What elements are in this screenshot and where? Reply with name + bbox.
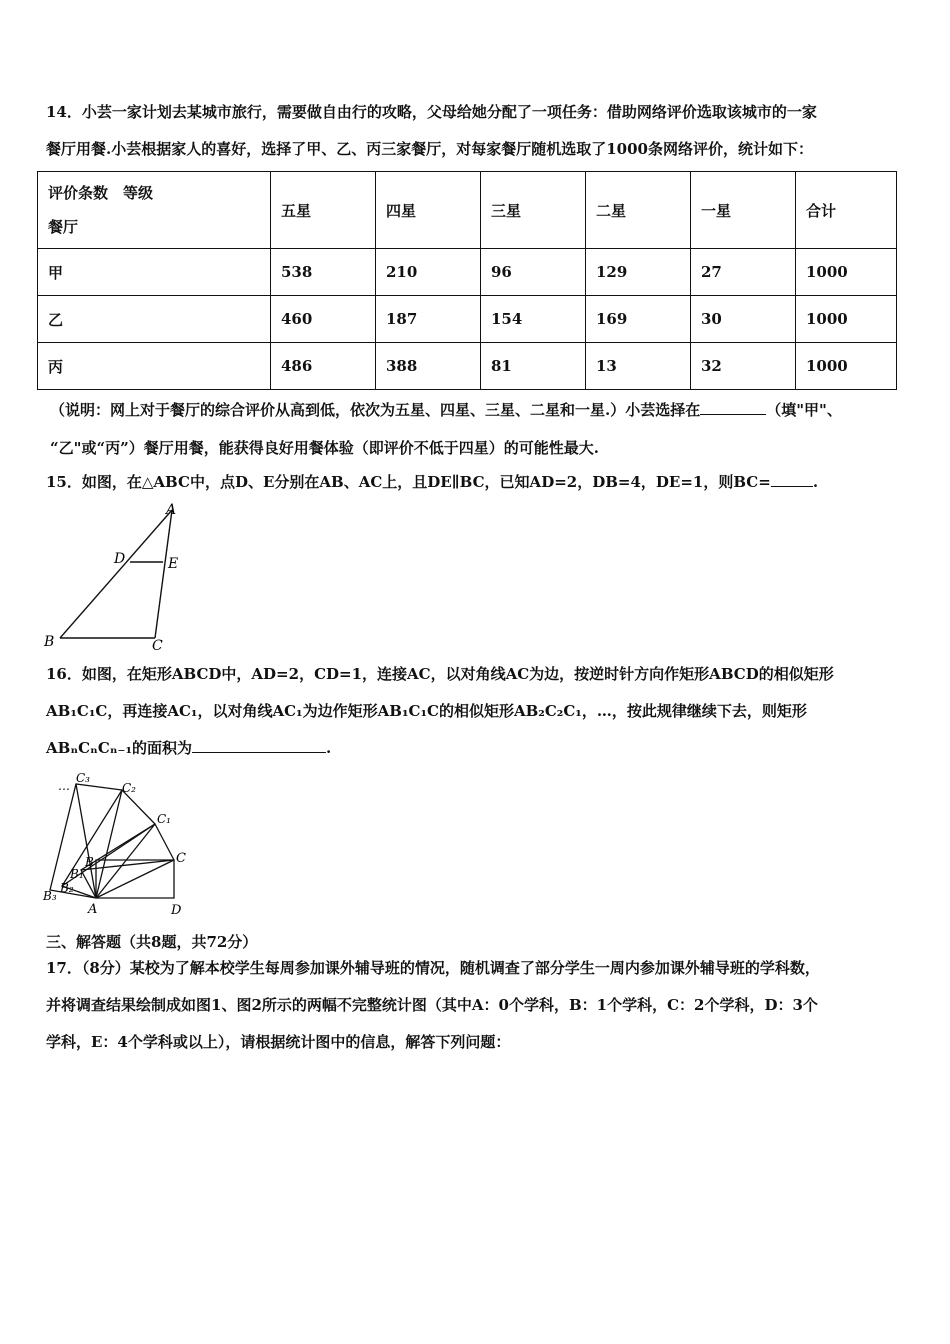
q15-line bbox=[46, 472, 906, 492]
label-c: C bbox=[152, 638, 163, 654]
section-heading: 三、解答题（共8题，共72分） bbox=[46, 933, 258, 951]
table-row bbox=[38, 296, 897, 343]
table-cell: 187 bbox=[376, 296, 481, 343]
table-cell: 210 bbox=[376, 249, 481, 296]
q14-line-1: 14．小芸一家计划去某城市旅行，需要做自由行的攻略，父母给她分配了一项任务：借助网络评价选取该城市的一家 bbox=[46, 103, 817, 121]
q16-rectangles-figure bbox=[40, 768, 200, 920]
segment-ac bbox=[155, 510, 172, 638]
header-cell: 三星 bbox=[481, 172, 586, 249]
header-cell: 合计 bbox=[796, 172, 897, 249]
label-b: B bbox=[85, 855, 94, 869]
answer-blank[interactable] bbox=[700, 400, 766, 415]
q15-text: 15．如图，在△ABC中，点D、E分别在AB、AC上，且DE∥BC，已知AD=2，DB=4，DE=1，则BC= bbox=[46, 473, 771, 491]
table-cell: 81 bbox=[481, 343, 586, 390]
table-cell: 13 bbox=[586, 343, 691, 390]
q16-line-1: 16．如图，在矩形ABCD中，AD=2，CD=1，连接AC，以对角线AC为边，按逆时针方向作矩形ABCD的相似矩形 bbox=[46, 665, 834, 683]
table-cell: 169 bbox=[586, 296, 691, 343]
corner-top-label: 评价条数 等级 bbox=[48, 184, 154, 202]
diagonal-ac bbox=[96, 860, 174, 898]
table-cell: 27 bbox=[691, 249, 796, 296]
label-a: A bbox=[166, 502, 177, 518]
label-c2: C₂ bbox=[122, 781, 136, 795]
row-name-cell: 乙 bbox=[38, 296, 271, 343]
q16-text: ABₙCₙCₙ₋₁的面积为 bbox=[46, 739, 193, 757]
q17-line-2: 并将调查结果绘制成如图1、图2所示的两幅不完整统计图（其中A：0个学科，B：1个学科，C：2个学科，D：3个 bbox=[46, 996, 818, 1014]
table-cell: 1000 bbox=[796, 249, 897, 296]
table-cell: 1000 bbox=[796, 296, 897, 343]
row-name-cell: 丙 bbox=[38, 343, 271, 390]
q17-line-1: 17．（8分）某校为了解本校学生每周参加课外辅导班的情况，随机调查了部分学生一周内参加课外辅导班的学科数， bbox=[46, 959, 820, 977]
table-cell: 30 bbox=[691, 296, 796, 343]
q17-line-3: 学科，E：4个学科或以上），请根据统计图中的信息，解答下列问题： bbox=[46, 1033, 511, 1051]
label-dots: … bbox=[58, 779, 70, 793]
table-row bbox=[38, 249, 897, 296]
q16-line-3 bbox=[46, 738, 906, 758]
label-c: C bbox=[176, 851, 186, 866]
table-cell: 96 bbox=[481, 249, 586, 296]
table-cell: 1000 bbox=[796, 343, 897, 390]
q15-end: . bbox=[812, 473, 819, 491]
header-cell: 五星 bbox=[271, 172, 376, 249]
corner-bottom-label: 餐厅 bbox=[48, 218, 79, 236]
table-header-row bbox=[38, 172, 897, 249]
answer-blank[interactable] bbox=[192, 738, 326, 753]
table-cell: 538 bbox=[271, 249, 376, 296]
label-a: A bbox=[88, 902, 98, 917]
label-b: B bbox=[44, 634, 55, 650]
label-d: D bbox=[114, 551, 126, 567]
answer-blank[interactable] bbox=[771, 472, 813, 487]
table-cell: 388 bbox=[376, 343, 481, 390]
q14-note-text-end: （填"甲"、 bbox=[766, 401, 842, 419]
q15-triangle-figure bbox=[38, 500, 198, 655]
label-b2: B₂ bbox=[60, 881, 74, 895]
table-cell: 154 bbox=[481, 296, 586, 343]
label-d: D bbox=[171, 903, 182, 918]
q14-note-line-2: “乙"或“丙”）餐厅用餐，能获得良好用餐体验（即评价不低于四星）的可能性最大. bbox=[50, 439, 599, 457]
header-cell: 四星 bbox=[376, 172, 481, 249]
label-b1: B₁ bbox=[70, 867, 84, 881]
table-cell: 32 bbox=[691, 343, 796, 390]
q16-end: . bbox=[326, 739, 332, 757]
label-b3: B₃ bbox=[43, 889, 57, 903]
q14-note-text: （说明：网上对于餐厅的综合评价从高到低，依次为五星、四星、三星、二星和一星.）小芸选择在 bbox=[50, 401, 701, 419]
label-e: E bbox=[168, 556, 179, 572]
table-cell: 129 bbox=[586, 249, 691, 296]
table-cell: 460 bbox=[271, 296, 376, 343]
label-c3: C₃ bbox=[76, 771, 90, 785]
table-cell: 486 bbox=[271, 343, 376, 390]
table-row bbox=[38, 343, 897, 390]
q14-note-line-1 bbox=[50, 400, 906, 420]
label-c1: C₁ bbox=[157, 812, 171, 826]
header-cell: 二星 bbox=[586, 172, 691, 249]
rating-table bbox=[37, 171, 897, 390]
segment-ab bbox=[60, 510, 172, 638]
table-corner-cell bbox=[38, 172, 271, 249]
header-cell: 一星 bbox=[691, 172, 796, 249]
row-name-cell: 甲 bbox=[38, 249, 271, 296]
q16-line-2: AB₁C₁C，再连接AC₁，以对角线AC₁为边作矩形AB₁C₁C的相似矩形AB₂C₂C₁，…，按此规律继续下去，则矩形 bbox=[46, 702, 807, 720]
q14-line-2: 餐厅用餐.小芸根据家人的喜好，选择了甲、乙、丙三家餐厅，对每家餐厅随机选取了1000条网络评价，统计如下： bbox=[46, 140, 813, 158]
